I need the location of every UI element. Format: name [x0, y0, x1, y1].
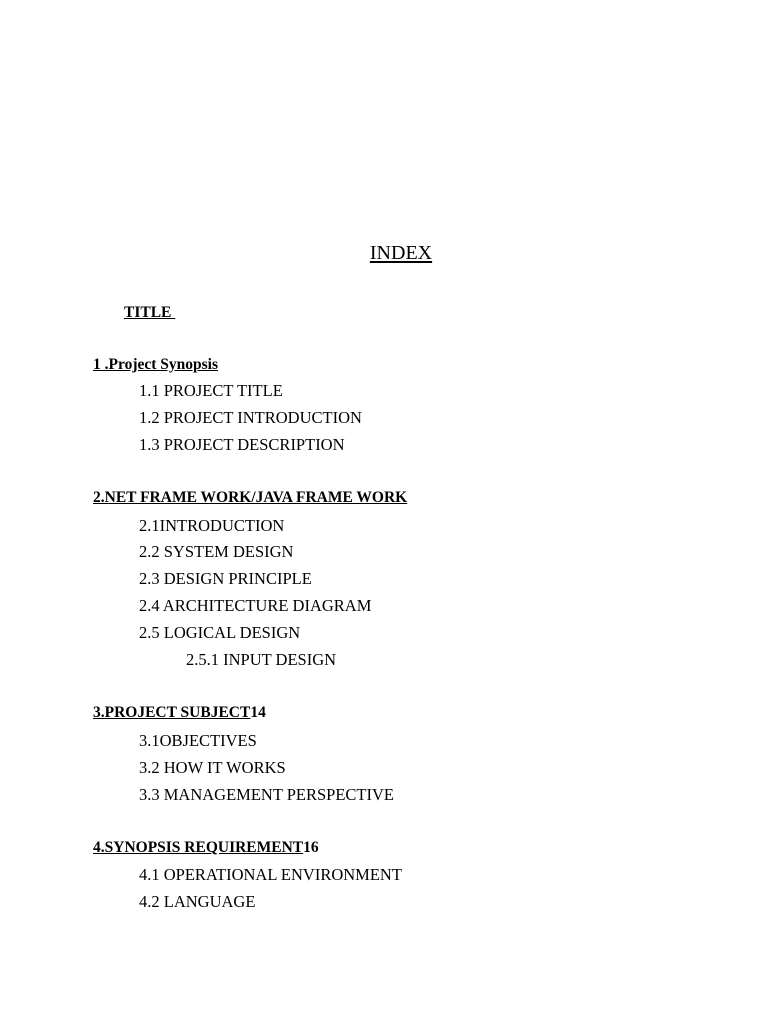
index-entry-project-introduction: 1.2 PROJECT INTRODUCTION [139, 408, 362, 427]
section-heading-text: 2.NET FRAME WORK/JAVA FRAME WORK [93, 489, 408, 506]
index-entry-architecture-diagram: 2.4 ARCHITECTURE DIAGRAM [139, 596, 372, 615]
title-label: TITLE [124, 304, 176, 321]
index-entry-logical-design: 2.5 LOGICAL DESIGN [139, 623, 301, 642]
index-entry-introduction: 2.1INTRODUCTION [139, 516, 285, 535]
index-entry-project-title: 1.1 PROJECT TITLE [139, 381, 283, 400]
index-subentry-input-design: 2.5.1 INPUT DESIGN [186, 650, 337, 669]
index-heading: INDEX [369, 242, 433, 264]
section-page-number: 14 [250, 704, 266, 721]
section-heading-text: 4.SYNOPSIS REQUIREMENT [93, 839, 304, 856]
index-entry-management-perspective: 3.3 MANAGEMENT PERSPECTIVE [139, 785, 395, 804]
section-page-number: 16 [303, 839, 319, 856]
index-entry-language: 4.2 LANGUAGE [139, 892, 256, 911]
index-entry-project-description: 1.3 PROJECT DESCRIPTION [139, 435, 345, 454]
index-entry-system-design: 2.2 SYSTEM DESIGN [139, 542, 294, 561]
section-heading-synopsis-requirement [93, 839, 319, 857]
index-entry-design-principle: 2.3 DESIGN PRINCIPLE [139, 569, 312, 588]
section-heading-project-synopsis: 1 .Project Synopsis [93, 356, 219, 373]
section-heading-project-subject [93, 704, 266, 722]
index-entry-how-it-works: 3.2 HOW IT WORKS [139, 758, 286, 777]
section-heading-framework [93, 489, 407, 507]
section-heading-text: 3.PROJECT SUBJECT [93, 704, 251, 721]
index-entry-operational-environment: 4.1 OPERATIONAL ENVIRONMENT [139, 865, 402, 884]
index-entry-objectives: 3.1OBJECTIVES [139, 731, 257, 750]
